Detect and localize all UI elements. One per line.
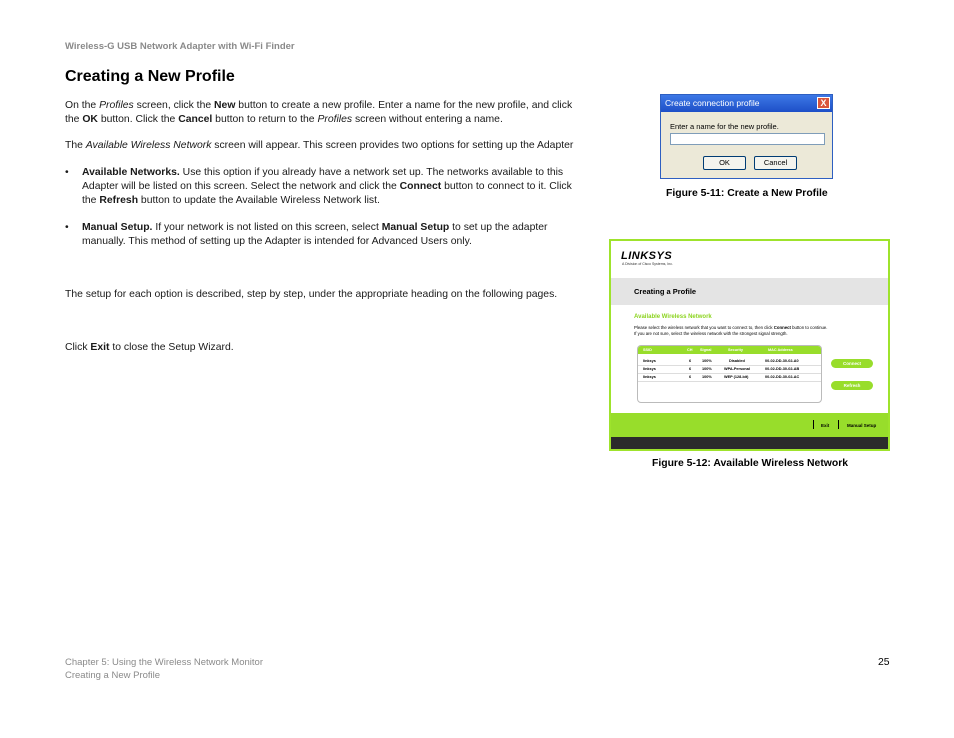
figure-caption: Figure 5-11: Create a New Profile [666, 188, 828, 199]
text: The [65, 140, 86, 151]
page-number: 25 [878, 657, 890, 668]
paragraph-profiles [65, 99, 585, 127]
available-network-screen [609, 239, 890, 451]
text: Manual Setup. [82, 222, 153, 233]
logo-subtitle: A Division of Cisco Systems, Inc. [622, 262, 673, 266]
option-list [65, 166, 585, 249]
signal-cell: 100% [702, 367, 712, 371]
signal-cell: 100% [702, 359, 712, 363]
signal-cell: 100% [702, 375, 712, 379]
table-row[interactable] [638, 373, 821, 382]
text: On the [65, 100, 100, 111]
profile-name-input[interactable] [670, 133, 825, 145]
security-cell: Disabled [729, 359, 745, 363]
instructions [634, 325, 879, 337]
list-item [65, 166, 585, 208]
mac-cell: 00-02-DD-30-02-A0 [765, 359, 799, 363]
channel-cell: 6 [689, 359, 692, 363]
manual-setup-button[interactable]: Manual Setup [847, 423, 877, 428]
text: button to update the Available Wireless Network list. [138, 195, 380, 206]
channel-cell: 6 [689, 367, 692, 371]
divider [838, 420, 839, 429]
ssid-cell: linksys [643, 367, 656, 371]
column-header: MAC Address [768, 348, 793, 352]
paragraph-setup: The setup for each option is described, step by step, under the appropriate heading on the following pages. [65, 289, 558, 300]
text: Use this option if you already have a network set up. The networks available to this Adapter will be listed on this screen. Select the network and click the [82, 167, 564, 192]
bottom-strip [611, 437, 888, 449]
text: Manual Setup [381, 222, 450, 233]
mac-cell: 00-02-DD-30-02-AB [765, 367, 800, 371]
table-header [638, 346, 821, 354]
dialog-title: Create connection profile [665, 98, 760, 108]
figure-caption: Figure 5-12: Available Wireless Network [652, 458, 849, 469]
ssid-cell: linksys [643, 359, 656, 363]
linksys-logo: LINKSYS [621, 250, 673, 262]
running-header: Wireless-G USB Network Adapter with Wi-Fi Finder [65, 41, 295, 52]
text: Connect [773, 325, 791, 330]
page-title: Creating a New Profile [65, 68, 235, 85]
create-profile-dialog [660, 94, 833, 179]
text: screen without entering a name. [352, 114, 503, 125]
text: screen, click the [133, 100, 215, 111]
column-header: Signal [700, 348, 712, 352]
channel-cell: 6 [689, 375, 692, 379]
connect-button[interactable]: Connect [831, 359, 873, 368]
text: screen will appear. This screen provides two options for setting up the Adapter [211, 140, 574, 151]
text: to close the Setup Wizard. [109, 342, 234, 353]
text: button to create a new profile. Enter a name for the new profile, and click the [65, 100, 573, 125]
text: Profiles [99, 100, 134, 111]
text: to set up the adapter manually. This method of setting up the Adapter is intended for Advanced Users only. [82, 222, 548, 247]
text: button to connect to it. Click the [82, 181, 572, 206]
text: Click [65, 342, 91, 353]
footer-section: Creating a New Profile [65, 669, 161, 681]
page-footer [65, 657, 263, 682]
text: Please select the wireless network that you want to connect to, then click [634, 325, 774, 330]
column-header: Security [728, 348, 743, 352]
text: New [214, 100, 236, 111]
network-table [637, 345, 822, 403]
ok-button[interactable]: OK [703, 156, 746, 170]
security-cell: WEP (128-bit) [724, 375, 749, 379]
text: If your network is not listed on this screen, select [152, 222, 382, 233]
divider [813, 420, 814, 429]
mac-cell: 00-02-DD-30-02-AC [765, 375, 800, 379]
text: Connect [399, 181, 442, 192]
section-heading: Available Wireless Network [634, 314, 712, 320]
text: Available Wireless Network [85, 140, 212, 151]
exit-button[interactable]: Exit [821, 423, 830, 428]
text: button. Click the [97, 114, 179, 125]
text: Exit [90, 342, 110, 353]
screen-title: Creating a Profile [634, 287, 697, 296]
security-cell: WPA-Personal [724, 367, 750, 371]
text: button to return to the [212, 114, 318, 125]
ssid-cell: linksys [643, 375, 656, 379]
footer-chapter: Chapter 5: Using the Wireless Network Monitor [65, 657, 263, 668]
text: Refresh [99, 195, 139, 206]
cancel-button[interactable]: Cancel [754, 156, 797, 170]
dialog-title-bar [661, 95, 832, 112]
text: Available Networks. [82, 167, 180, 178]
text: OK [82, 114, 98, 125]
column-header: SSID [643, 348, 652, 352]
text: Cancel [178, 114, 213, 125]
body-text [65, 99, 585, 355]
text: button to continue. [790, 325, 828, 330]
column-header: CH [687, 348, 693, 352]
text: Profiles [317, 114, 353, 125]
text: If you are not sure, select the wireless network with the strongest signal strength. [634, 331, 788, 336]
list-item [65, 221, 585, 249]
paragraph-exit [65, 341, 585, 355]
paragraph-available-network [65, 139, 585, 153]
refresh-button[interactable]: Refresh [831, 381, 873, 390]
close-icon[interactable]: X [817, 97, 830, 109]
profile-name-label: Enter a name for the new profile. [670, 122, 779, 131]
